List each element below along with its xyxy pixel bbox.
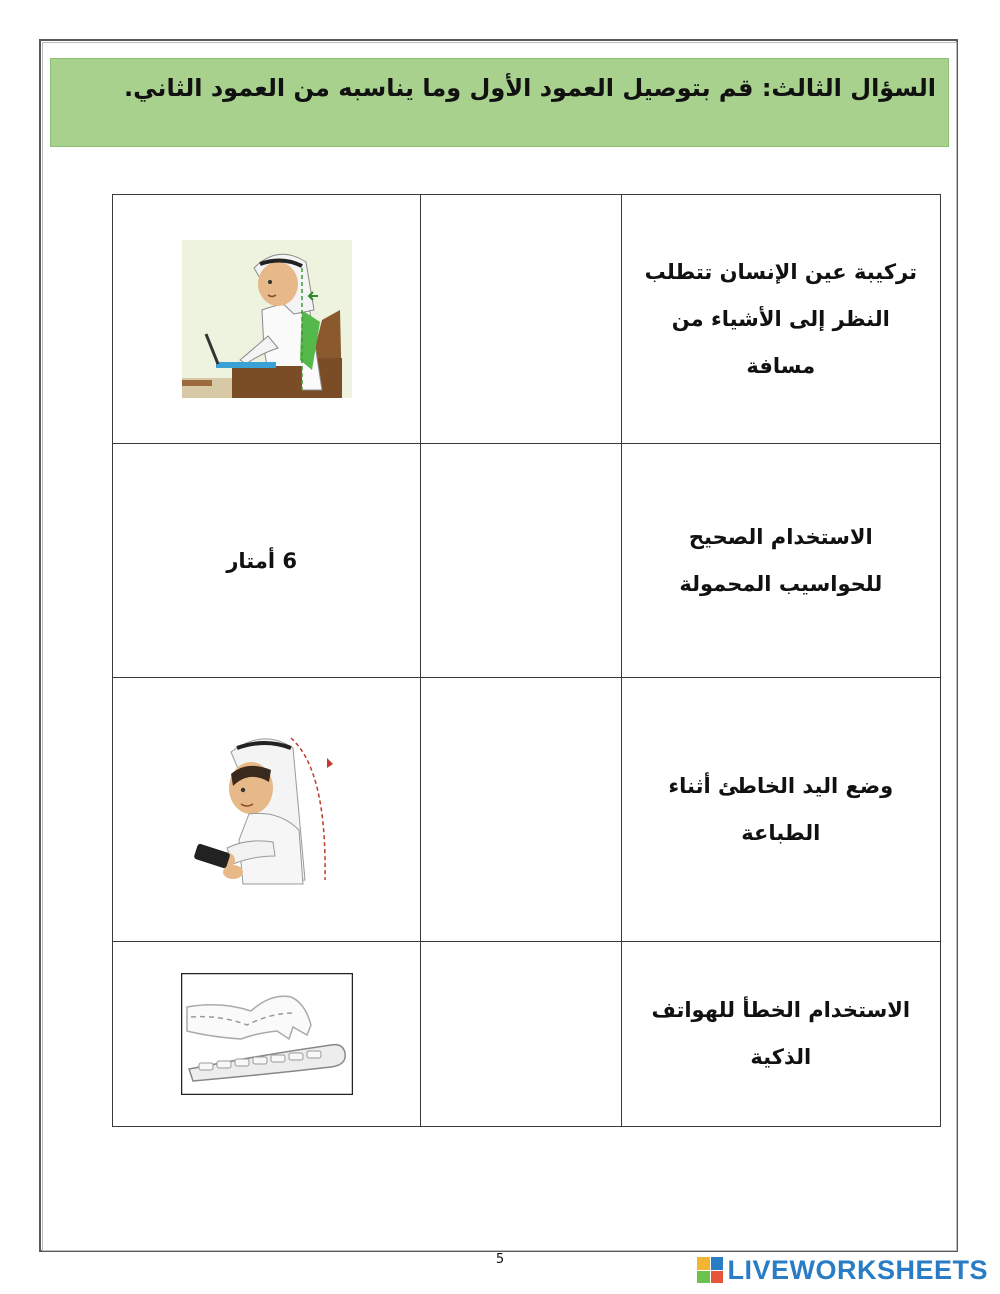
- statement-line: تركيبة عين الإنسان تتطلب: [644, 259, 917, 284]
- answer-cell[interactable]: [421, 195, 621, 444]
- brand-name: LIVEWORKSHEETS: [727, 1254, 988, 1285]
- statement-line: الذكية: [750, 1045, 812, 1069]
- statement-line: للحواسيب المحمولة: [679, 571, 883, 596]
- statement-text: [622, 249, 940, 390]
- match-cell: [113, 942, 421, 1127]
- question-title: السؤال الثالث: قم بتوصيل العمود الأول وما يناسبه من العمود الثاني.: [124, 74, 936, 102]
- laptop-posture-icon[interactable]: [182, 240, 352, 398]
- matching-table: [112, 194, 941, 1127]
- answer-cell[interactable]: [421, 678, 621, 942]
- statement-text: [622, 763, 940, 857]
- statement-cell: [621, 444, 940, 678]
- keyboard-hands-icon[interactable]: [181, 973, 353, 1095]
- statement-line: وضع اليد الخاطئ أثناء: [668, 773, 894, 798]
- answer-cell[interactable]: [421, 942, 621, 1127]
- match-text[interactable]: 6 أمتار: [226, 548, 298, 573]
- table-row: [113, 942, 941, 1127]
- statement-line: الاستخدام الخطأ للهواتف: [651, 998, 911, 1022]
- table-row: [113, 195, 941, 444]
- match-cell: [113, 678, 421, 942]
- match-cell: [113, 444, 421, 678]
- table-row: [113, 444, 941, 678]
- brand-watermark[interactable]: [697, 1256, 988, 1284]
- statement-line: الاستخدام الصحيح: [688, 524, 873, 549]
- statement-cell: [621, 195, 940, 444]
- question-header: [50, 58, 949, 147]
- table-row: [113, 678, 941, 942]
- statement-line: النظر إلى الأشياء من مسافة: [671, 306, 890, 378]
- liveworksheets-logo-icon: [697, 1257, 723, 1283]
- answer-cell[interactable]: [421, 444, 621, 678]
- statement-cell: [621, 678, 940, 942]
- page-number: 5: [495, 1252, 505, 1267]
- statement-cell: [621, 942, 940, 1127]
- statement-line: الطباعة: [741, 820, 821, 845]
- phone-posture-icon[interactable]: [187, 730, 347, 890]
- statement-text: [622, 514, 940, 608]
- statement-text: [622, 987, 940, 1081]
- match-cell: [113, 195, 421, 444]
